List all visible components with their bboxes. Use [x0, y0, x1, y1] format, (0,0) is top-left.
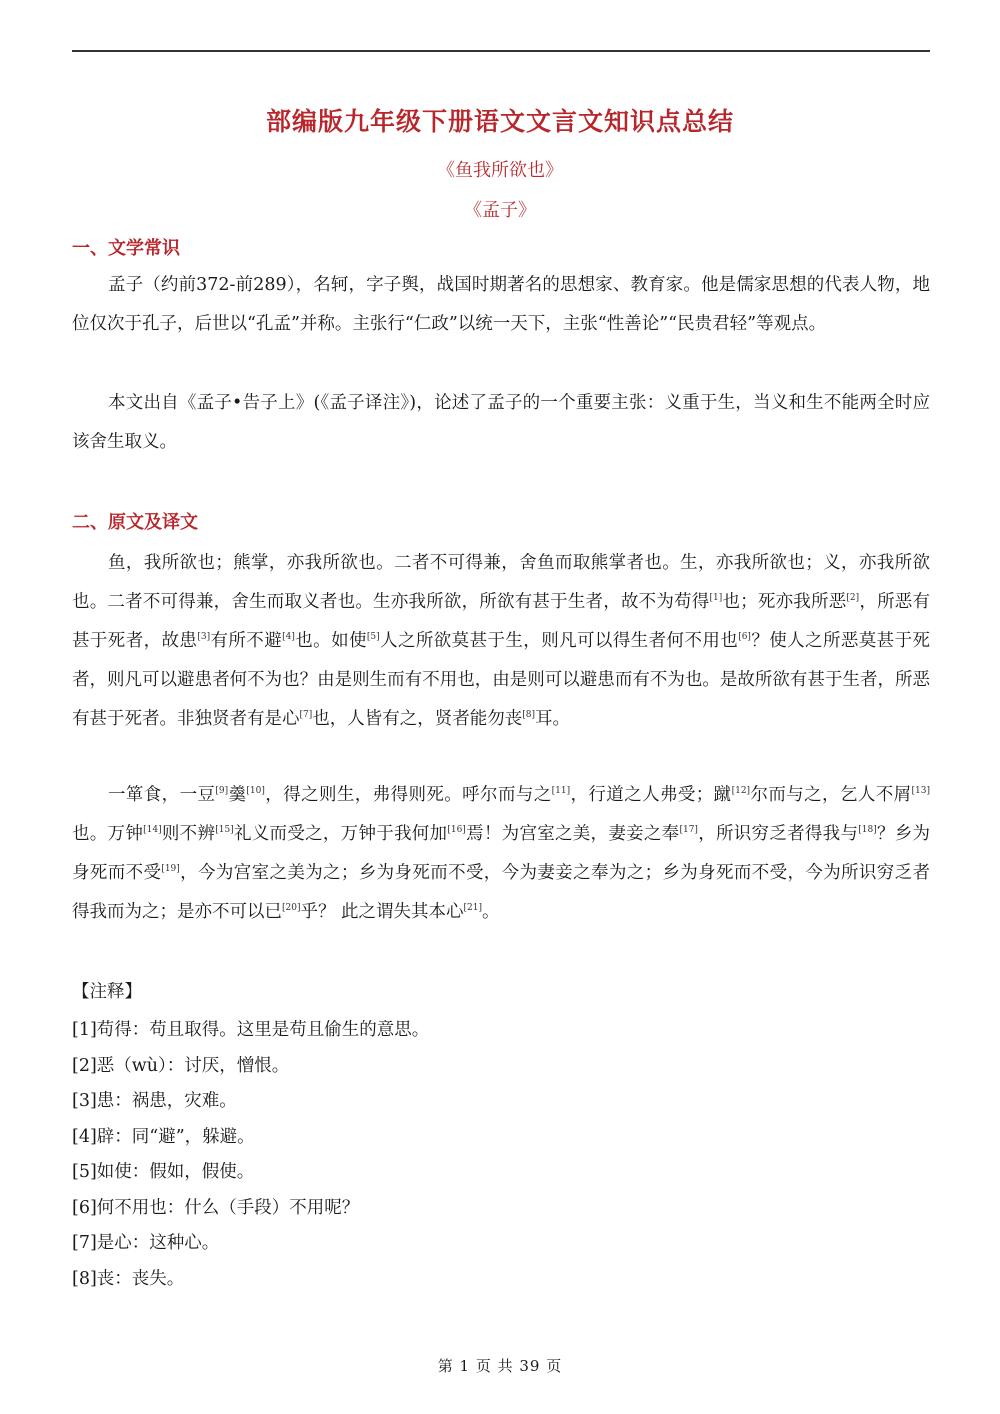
page-number: 第 1 页 共 39 页: [437, 1357, 563, 1375]
footnote-ref: [3]: [197, 632, 211, 642]
footnote-ref: [14]: [143, 825, 162, 835]
note-item: [7]是心：这种心。: [72, 1233, 220, 1253]
text-segment: 则不辨: [161, 824, 216, 844]
text-segment: ，所识穷乏者得我与: [697, 824, 859, 844]
footnote-ref: [19]: [161, 864, 180, 874]
text-segment: 有所不避: [210, 631, 283, 651]
note-item: [6]何不用也：什么（手段）不用呢？: [72, 1197, 360, 1218]
footnote-ref: [1]: [709, 593, 723, 603]
note-item: [3]患：祸患，灾难。: [72, 1091, 237, 1111]
text-segment: 也。如使: [294, 631, 367, 651]
footnote-ref: [7]: [299, 710, 313, 720]
text-segment: 一箪食，一豆: [108, 785, 216, 805]
section-heading-literature: 一、文学常识: [72, 238, 180, 259]
text-segment: 鱼，我所欲也；熊掌，亦我所欲也。二者不可得兼，舍鱼而取熊掌者也。生，亦我所欲也；义，亦我所欲也。二者不可得兼，舍生而取义者也。生亦我所欲，所欲有甚于生者，故不为苟得: [72, 553, 930, 612]
note-item: [1]苟得：苟且取得。这里是苟且偷生的意思。: [72, 1020, 430, 1040]
text-segment: 。: [482, 902, 500, 922]
text-segment: 尔而与之，乞人不屑: [750, 785, 912, 805]
footnote-ref: [6]: [738, 632, 751, 642]
footnote-ref: [9]: [215, 786, 229, 796]
text-segment: 也；死亦我所恶: [722, 592, 847, 612]
footnote-ref: [18]: [858, 825, 877, 835]
document-title: 部编版九年级下册语文文言文知识点总结: [265, 107, 734, 136]
note-item: [8]丧：丧失。: [72, 1268, 185, 1289]
text-segment: ，行道之人弗受；蹴: [570, 785, 732, 805]
footnote-ref: [10]: [246, 786, 265, 796]
text-segment: 乎？ 此之谓失其本心: [300, 902, 464, 922]
text-segment: ？乡为身死而不受: [72, 824, 931, 883]
footnote-ref: [8]: [522, 710, 535, 720]
footnote-ref: [11]: [551, 786, 571, 796]
footnote-ref: [5]: [366, 632, 380, 642]
note-item: [5]如使：假如，假使。: [72, 1162, 255, 1182]
text-segment: 耳。: [535, 709, 570, 729]
text-segment: ？使人之所恶莫甚于死者，则凡可以避患者何不为也？由是则生而有不用也，由是则可以避患而有不为也。是故所欲有甚于生者，所恶有甚于死者。非独贤者有是心: [72, 631, 930, 729]
text-segment: ，所恶有甚于死者，故患: [72, 592, 931, 651]
original-text-paragraph-2: [72, 776, 930, 932]
text-segment: 焉！为宫室之美，妻妾之奉: [465, 824, 680, 844]
text-segment: ，得之则生，弗得则死。呼尔而与之: [264, 785, 552, 805]
footnote-ref: [20]: [282, 903, 301, 913]
original-text-paragraph-1: [72, 544, 930, 739]
top-rule: [72, 50, 930, 52]
notes-list: [72, 1013, 429, 1297]
footnote-ref: [21]: [463, 903, 483, 913]
note-item: [4]辟：同“避”，躲避。: [72, 1126, 255, 1147]
note-item: [2]恶（wù）：讨厌，憎恨。: [72, 1055, 290, 1076]
footnote-ref: [13]: [911, 786, 931, 796]
notes-heading: 【注释】: [72, 982, 142, 1002]
text-segment: ，今为宫室之美为之；乡为身死而不受，今为妻妾之奉为之；乡为身死而不受，今为所识穷乏者得我而为之；是亦不可以已: [72, 863, 930, 922]
source-title: 《孟子》: [464, 200, 536, 221]
footnote-ref: [16]: [447, 825, 466, 835]
footnote-ref: [12]: [731, 786, 751, 796]
text-segment: 人之所欲莫甚于生，则凡可以得生者何不用也: [379, 631, 739, 651]
footnote-ref: [15]: [215, 825, 234, 835]
footnote-ref: [17]: [679, 825, 698, 835]
text-segment: 羹: [228, 785, 247, 805]
text-segment: 也，人皆有之，贤者能勿丧: [312, 709, 523, 729]
section-heading-original-text: 二、原文及译文: [72, 512, 198, 533]
literature-paragraph-1: 孟子（约前372-前289），名轲，字子舆，战国时期著名的思想家、教育家。他是儒家思想的代表人物，地位仅次于孔子，后世以“孔孟”并称。主张行“仁政”以统一天下，主张“性善论”“民贵君轻”等观点。: [72, 275, 930, 334]
text-title: 《鱼我所欲也》: [437, 160, 563, 181]
text-segment: 也。万钟: [72, 824, 144, 844]
footnote-ref: [4]: [282, 632, 295, 642]
text-segment: 礼义而受之，万钟于我何加: [233, 824, 448, 844]
literature-paragraph-2: 本文出自《孟子•告子上》(《孟子译注》)，论述了孟子的一个重要主张：义重于生，当义和生不能两全时应该舍生取义。: [72, 393, 930, 452]
footnote-ref: [2]: [846, 593, 860, 603]
